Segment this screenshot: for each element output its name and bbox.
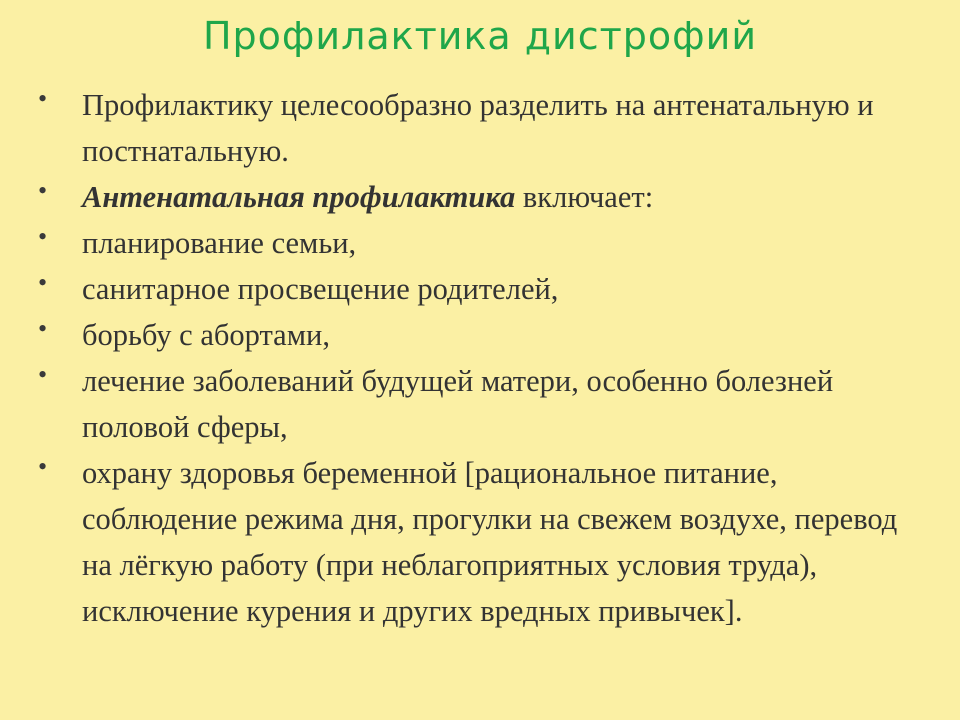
bullet-text <box>82 82 932 174</box>
bullet-text <box>82 174 932 220</box>
bullet-body: санитарное просвещение родителей, <box>82 272 559 306</box>
bullet-icon: • <box>38 222 48 251</box>
bullet-body: Профилактику целесообразно разделить на антенатальную и постнатальную. <box>82 88 874 168</box>
bullet-icon: • <box>38 84 48 113</box>
bullet-item <box>0 312 960 358</box>
bullet-icon: • <box>38 176 48 205</box>
bullet-icon: • <box>38 268 48 297</box>
bullet-body: охрану здоровья беременной [рациональное питание, соблюдение режима дня, прогулки на свежем воздухе, перевод на лёгкую работу (при неблагоприятных условия труда), исключение курения и других вредных привычек]. <box>82 456 898 628</box>
bullet-item <box>0 174 960 220</box>
bullet-body: планирование семьи, <box>82 226 357 260</box>
bullet-body: включает: <box>515 180 654 214</box>
bullet-item <box>0 220 960 266</box>
bullet-lead: Антенатальная профилактика <box>82 180 516 214</box>
bullet-text <box>82 358 932 450</box>
bullet-text <box>82 312 932 358</box>
bullet-body: лечение заболеваний будущей матери, особенно болезней половой сферы, <box>82 364 834 444</box>
bullet-icon: • <box>38 360 48 389</box>
bullet-item <box>0 82 960 174</box>
bullet-item <box>0 266 960 312</box>
bullet-icon: • <box>38 452 48 481</box>
slide-title: Профилактика дистрофий <box>202 14 758 58</box>
bullet-list <box>0 82 960 634</box>
bullet-text <box>82 220 932 266</box>
bullet-text <box>82 450 932 634</box>
bullet-body: борьбу с абортами, <box>82 318 330 352</box>
bullet-text <box>82 266 932 312</box>
bullet-item <box>0 358 960 450</box>
bullet-icon: • <box>38 314 48 343</box>
bullet-item <box>0 450 960 634</box>
